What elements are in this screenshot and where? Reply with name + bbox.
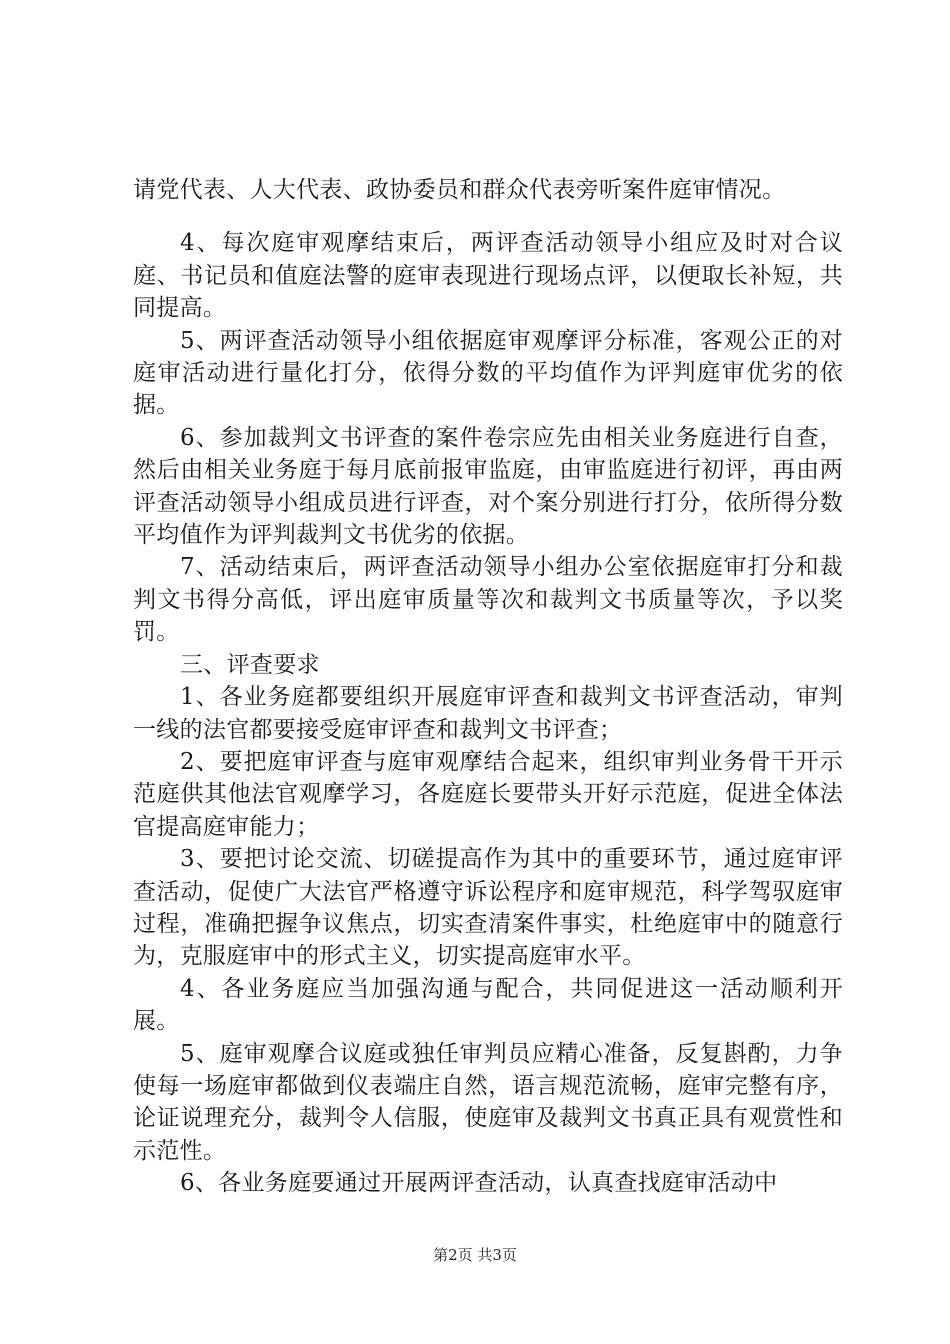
paragraph-requirement-1: 1、各业务庭都要组织开展庭审评查和裁判文书评查活动，审判一线的法官都要接受庭审评查和裁判文书评查； xyxy=(133,684,843,743)
page-number-footer: 第2页 共3页 xyxy=(433,1246,517,1264)
paragraph-requirement-6: 6、各业务庭要通过开展两评查活动，认真查找庭审活动中 xyxy=(180,1170,778,1197)
paragraph-item-7-results: 7、活动结束后，两评查活动领导小组办公室依据庭审打分和裁判文书得分高低，评出庭审质量等次和裁判文书质量等次，予以奖罚。 xyxy=(133,554,843,646)
document-body xyxy=(133,174,843,1200)
paragraph-item-4-review: 4、每次庭审观摩结束后，两评查活动领导小组应及时对合议庭、书记员和值庭法警的庭审表现进行现场点评，以便取长补短，共同提高。 xyxy=(133,230,843,322)
paragraph-requirement-4: 4、各业务庭应当加强沟通与配合，共同促进这一活动顺利开展。 xyxy=(133,975,843,1035)
paragraph-continuation: 请党代表、人大代表、政协委员和群众代表旁听案件庭审情况。 xyxy=(133,177,786,203)
paragraph-requirement-3: 3、要把讨论交流、切磋提高作为其中的重要环节，通过庭审评查活动，促使广大法官严格遵守诉讼程序和庭审规范，科学驾驭庭审过程，准确把握争议焦点，切实查清案件事实，杜绝庭审中的随意行为，克服庭审中的形式主义，切实提高庭审水平。 xyxy=(133,846,843,970)
paragraph-requirement-2: 2、要把庭审评查与庭审观摩结合起来，组织审判业务骨干开示范庭供其他法官观摩学习，各庭庭长要带头开好示范庭，促进全体法官提高庭审能力； xyxy=(133,748,843,840)
section-heading-requirements: 三、评查要求 xyxy=(180,651,320,678)
paragraph-item-6-documents: 6、参加裁判文书评查的案件卷宗应先由相关业务庭进行自查，然后由相关业务庭于每月底前报审监庭，由审监庭进行初评，再由两评查活动领导小组成员进行评查，对个案分别进行打分，依所得分数平均值作为评判裁判文书优劣的依据。 xyxy=(133,424,843,549)
paragraph-item-5-scoring: 5、两评查活动领导小组依据庭审观摩评分标准，客观公正的对庭审活动进行量化打分，依得分数的平均值作为评判庭审优劣的依据。 xyxy=(133,327,843,419)
paragraph-requirement-5: 5、庭审观摩合议庭或独任审判员应精心准备，反复斟酌，力争使每一场庭审都做到仪表端庄自然，语言规范流畅，庭审完整有序，论证说理充分，裁判令人信服，使庭审及裁判文书真正具有观赏性和示范性。 xyxy=(133,1040,843,1164)
